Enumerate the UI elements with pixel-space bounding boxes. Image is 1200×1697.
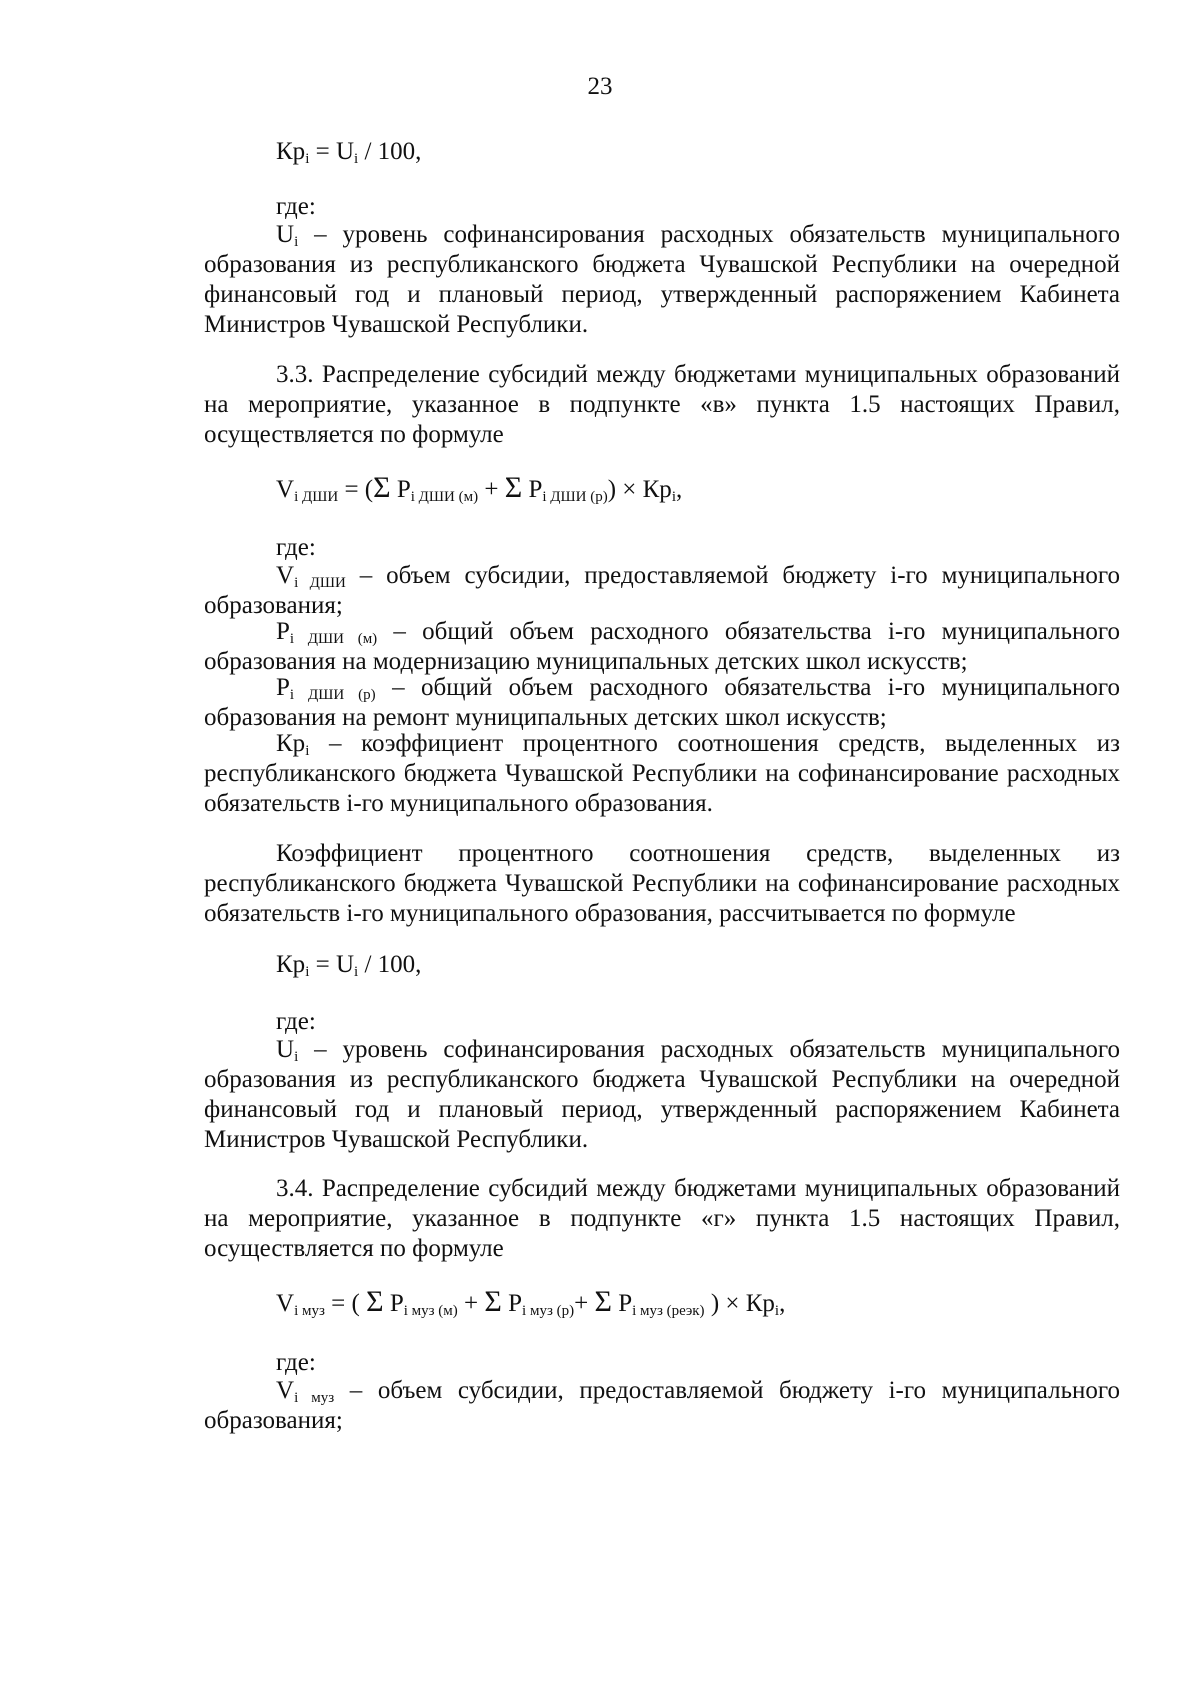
- sum-symbol: Σ: [594, 1285, 612, 1318]
- where-label: где:: [276, 534, 316, 561]
- sum-symbol: Σ: [504, 471, 523, 504]
- where-label: где:: [276, 193, 316, 220]
- formula-v-dshi: $V_{i ДШИ} = (\Sigma$ $P_{i ДШИ (м)} + \Sigma$ $P_{i ДШИ (р)}) \times Кр_i$,: [276, 471, 683, 505]
- definition-u: $U_i$ – уровень софинансирования расходных обязательств муниципального образования из республиканского бюджета Чувашской Республики на очередной финансовый год и плановый период, утвержденный распоряжением Кабинета Министров Чувашской Республики.: [204, 221, 1120, 338]
- where-label: где:: [276, 1349, 316, 1376]
- formula-kp: $Кр_i = U_i / 100$,: [276, 951, 422, 980]
- paragraph-3-4: 3.4. Распределение субсидий между бюджетами муниципальных образований на мероприятие, указанное в подпункте «г» пункта 1.5 настоящих Правил, осуществляется по формуле: [204, 1175, 1120, 1262]
- paragraph-coefficient: Коэффициент процентного соотношения средств, выделенных из республиканского бюджета Чувашской Республики на софинансирование расходных обязательств i-го муниципального образования, рассчитывается по формуле: [204, 840, 1120, 927]
- sum-symbol: Σ: [366, 1285, 384, 1318]
- paragraph-3-3: 3.3. Распределение субсидий между бюджетами муниципальных образований на мероприятие, указанное в подпункте «в» пункта 1.5 настоящих Правил, осуществляется по формуле: [204, 361, 1120, 448]
- definition-u: $U_i$ – уровень софинансирования расходных обязательств муниципального образования из республиканского бюджета Чувашской Республики на очередной финансовый год и плановый период, утвержденный распоряжением Кабинета Министров Чувашской Республики.: [204, 1036, 1120, 1153]
- sum-symbol: Σ: [373, 471, 391, 504]
- definition-p-dshi-m: $P_{i ДШИ (м)}$ – общий объем расходного обязательства i-го муниципального образования на модернизацию муниципальных детских школ искусств;: [204, 618, 1120, 675]
- formula-v-muz: $V_{i муз}$ = ( Σ $P_{i муз (м)} + \Sigma$ $P_{i муз (р)}+ \Sigma$ $P_{i муз (реэк)}$ ) × $Кр_i$,: [276, 1285, 786, 1319]
- page-number: 23: [587, 73, 613, 100]
- definition-kp: $Кр_i$ – коэффициент процентного соотношения средств, выделенных из республиканского бюджета Чувашской Республики на софинансирование расходных обязательств i-го муниципального образования.: [204, 730, 1120, 817]
- formula-kp: $Кр_i = U_i / 100$,: [276, 138, 422, 167]
- definition-v-dshi: $V_{i ДШИ}$ – объем субсидии, предоставляемой бюджету i-го муниципального образования;: [204, 562, 1120, 619]
- definition-v-muz: $V_{i муз}$ – объем субсидии, предоставляемой бюджету i-го муниципального образования;: [204, 1377, 1120, 1434]
- definition-p-dshi-r: $P_{i ДШИ (р)}$ – общий объем расходного обязательства i-го муниципального образования на ремонт муниципальных детских школ искусств;: [204, 674, 1121, 731]
- where-label: где:: [276, 1008, 316, 1035]
- sum-symbol: Σ: [484, 1285, 502, 1318]
